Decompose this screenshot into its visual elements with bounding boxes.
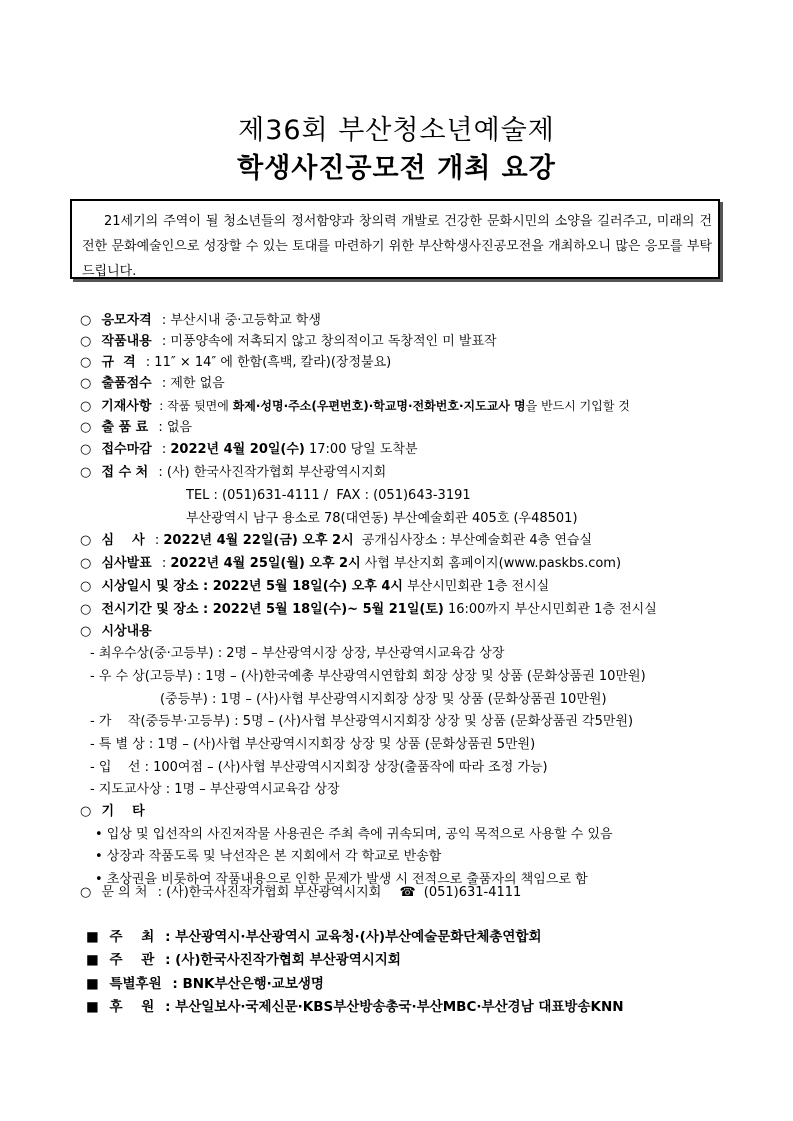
item-value-post: 공개심사장소 : 부산예술회관 4층 연습실: [353, 533, 593, 548]
venue-tel: TEL : (051)631-4111 / FAX : (051)643-3191: [186, 488, 471, 503]
item-value-bold: 2022년 4월 20일(수): [170, 442, 305, 457]
item-label: 기재사항: [101, 399, 152, 414]
bullet: ○: [80, 624, 92, 639]
item-value: : 없음: [158, 420, 192, 435]
item-deadline: [80, 440, 418, 460]
item-label: 응모자격: [101, 313, 152, 328]
item-label: 규 격: [101, 355, 136, 370]
square-icon: ■: [86, 999, 99, 1015]
bullet: ○: [80, 804, 92, 819]
item-entry: [80, 396, 630, 416]
bullet: ○: [80, 313, 92, 328]
page-subtitle: 학생사진공모전 개최 요강: [237, 153, 556, 184]
item-exhibition: [80, 600, 657, 620]
bullet: ○: [80, 355, 92, 370]
other-line: • 상장과 작품도록 및 낙선작은 본 지회에서 각 학교로 반송함: [95, 849, 442, 864]
bullet: ○: [80, 442, 92, 457]
item-label: 기 타: [101, 804, 145, 819]
item-content: [80, 332, 497, 352]
square-icon: ■: [86, 929, 99, 945]
item-value-post: 사협 부산지회 홈페이지(www.paskbs.com): [360, 556, 622, 571]
award-line: - 가 작(중등부·고등부) : 5명 – (사)사협 부산광역시지회장 상장 및 상품 (문화상품권 각5만원): [90, 714, 634, 729]
bullet: ○: [80, 465, 92, 480]
organizer-value: : BNK부산은행·교보생명: [172, 976, 324, 992]
organizer-supervise: [86, 950, 401, 970]
organizer-label: 주 관: [109, 952, 155, 968]
other-line: • 초상권을 비롯하여 작품내용으로 인한 문제가 발생 시 전적으로 출품자의 책임으로 함: [95, 872, 588, 887]
item-value: : 부산시내 중·고등학교 학생: [161, 313, 321, 328]
other-line: • 입상 및 입선작의 사진저작물 사용권은 주최 측에 귀속되며, 공익 목적으로 사용할 수 있음: [95, 827, 613, 842]
item-value-pre: : 작품 뒷면에: [159, 399, 233, 413]
item-venue: [80, 463, 386, 483]
item-value: : 미풍양속에 저촉되지 않고 창의적이고 독창적인 미 발표작: [161, 334, 497, 349]
item-value-bold: 전시기간 및 장소 : 2022년 5월 18일(수)~ 5월 21일(토): [101, 602, 444, 617]
item-label: 심사발표: [101, 556, 152, 571]
item-value: : 제한 없음: [161, 376, 225, 391]
award-line: - 특 별 상 : 1명 – (사)사협 부산광역시지회장 상장 및 상품 (문화상품권 5만원): [90, 737, 536, 752]
bullet: ○: [80, 885, 92, 900]
item-value: : 11″ × 14″ 에 한함(흑백, 칼라)(장정불요): [145, 355, 392, 370]
item-inquiry: [80, 883, 521, 903]
intro-box: 21세기의 주역이 될 청소년들의 정서함양과 창의력 개발로 건강한 문화시민의 소양을 길러주고, 미래의 건전한 문화예술인으로 성장할 수 있는 토대를 마련하기 위한 부산학생사진공모전을 개최하오니 많은 응모를 부탁드립니다.: [70, 199, 720, 279]
bullet: ○: [80, 579, 92, 594]
bullet: ○: [80, 556, 92, 571]
award-line: - 지도교사상 : 1명 – 부산광역시교육감 상장: [90, 782, 340, 797]
item-value-pre: :: [154, 533, 164, 548]
organizer-value: : (사)한국사진작가협회 부산광역시지회: [165, 952, 401, 968]
item-value-bold: 시상일시 및 장소 : 2022년 5월 18일(수) 오후 4시: [101, 579, 403, 594]
bullet: ○: [80, 334, 92, 349]
item-value-pre: :: [161, 442, 171, 457]
item-value-post: 부산시민회관 1층 전시실: [402, 579, 550, 594]
organizer-value: : 부산광역시·부산광역시 교육청·(사)부산예술문화단체총연합회: [165, 929, 542, 945]
organizer-label: 특별후원: [109, 976, 162, 992]
item-value-bold: 2022년 4월 25일(월) 오후 2시: [170, 556, 361, 571]
venue-address: 부산광역시 남구 용소로 78(대연동) 부산예술회관 405호 (우48501): [186, 511, 578, 526]
item-fee: [80, 418, 192, 438]
phone-icon: ☎: [399, 885, 416, 900]
item-value-pre: :: [161, 556, 171, 571]
organizer-label: 주 최: [109, 929, 155, 945]
item-label: 심 사: [101, 533, 145, 548]
bullet: ○: [80, 420, 92, 435]
item-value-post: 16:00까지 부산시민회관 1층 전시실: [443, 602, 657, 617]
bullet: ○: [80, 376, 92, 391]
item-label: 문 의 처: [101, 885, 148, 900]
item-announce: [80, 554, 621, 574]
item-label: 접수마감: [101, 442, 152, 457]
item-other: [80, 802, 145, 822]
organizer-value: : 부산일보사·국제신문·KBS부산방송총국·부산MBC·부산경남 대표방송KNN: [165, 999, 624, 1015]
item-judging: [80, 531, 592, 551]
award-line: - 최우수상(중·고등부) : 2명 – 부산광역시장 상장, 부산광역시교육감 상장: [90, 646, 505, 661]
item-value-post: 을 반드시 기입할 것: [525, 399, 630, 413]
item-label: 접 수 처: [101, 465, 149, 480]
organizer-label: 후 원: [109, 999, 155, 1015]
bullet: ○: [80, 602, 92, 617]
item-label: 출 품 료: [101, 420, 149, 435]
organizer-special: [86, 974, 324, 994]
item-label: 출품점수: [101, 376, 152, 391]
item-ceremony: [80, 577, 549, 597]
bullet: ○: [80, 399, 92, 414]
award-line: (중등부) : 1명 – (사)사협 부산광역시지회장 상장 및 상품 (문화상품권 10만원): [160, 692, 607, 707]
award-line: - 입 선 : 100여점 – (사)사협 부산광역시지회장 상장(출품작에 따라 조정 가능): [90, 760, 548, 775]
organizer-sponsor: [86, 997, 624, 1017]
item-value: : (사) 한국사진작가협회 부산광역시지회: [158, 465, 387, 480]
item-eligibility: [80, 311, 321, 331]
bullet: ○: [80, 533, 92, 548]
item-value-bold: 2022년 4월 22일(금) 오후 2시: [163, 533, 354, 548]
page-title: 제36회 부산청소년예술제: [238, 115, 555, 146]
item-value-post: 17:00 당일 도착분: [304, 442, 418, 457]
item-value: : (사)한국사진작가협회 부산광역시지회: [157, 885, 382, 900]
item-count: [80, 374, 225, 394]
item-label: 작품내용: [101, 334, 152, 349]
item-awards: [80, 622, 152, 642]
item-label: 시상내용: [101, 624, 152, 639]
item-value-bold: 화제·성명·주소(우편번호)·학교명·전화번호·지도교사 명: [232, 399, 526, 413]
square-icon: ■: [86, 952, 99, 968]
item-size: [80, 353, 391, 373]
square-icon: ■: [86, 976, 99, 992]
inquiry-phone: (051)631-4111: [423, 885, 522, 900]
award-line: - 우 수 상(고등부) : 1명 – (사)한국예총 부산광역시연합회 회장 상장 및 상품 (문화상품권 10만원): [90, 669, 646, 684]
organizer-host: [86, 927, 542, 947]
